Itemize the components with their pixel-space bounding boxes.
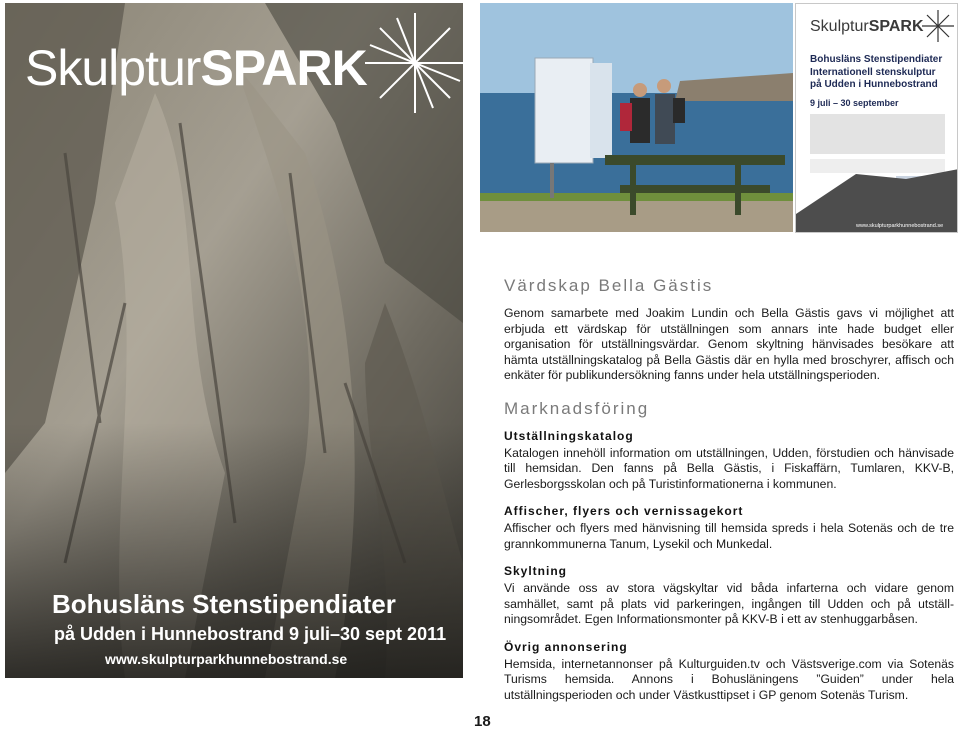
flyer-graphics <box>796 4 958 233</box>
subheading-katalog: Utställningskatalog <box>504 428 634 443</box>
flyer-star-icon <box>922 10 954 42</box>
poster-url: www.skulpturparkhunnebostrand.se <box>105 651 348 667</box>
poster-subtitle: på Udden i Hunnebostrand 9 juli–30 sept 2011 <box>54 624 447 644</box>
poster-logo: SkulpturSPARK <box>25 40 367 96</box>
paragraph-vardskap: Genom samarbete med Joakim Lundin och Bella Gästis gavs vi möjlighet att erbjuda ett värdskap för utställningen som annars inte hade budget eller organisation för utställningsvärdar. Genom skyltning hänvisades besökare att hämta utställningskatalog på Bella Gästis där en hylla med broschyrer, affisch och enkäter för publikundersökning fanns under hela utställningsperioden. <box>504 306 954 382</box>
flyer-dates: 9 juli – 30 september <box>810 98 899 108</box>
flyer-title: Bohusläns Stenstipendiater Internationell stenskulptur på Udden i Hunnebostrand <box>810 54 943 90</box>
heading-marknadsforing: Marknadsföring <box>504 398 650 418</box>
paragraph-affischer: Affischer och flyers med hänvisning till hemsida spreds i hela Sotenäs och de tre grannkommunerna Tanum, Lysekil och Munkedal. <box>504 521 954 551</box>
main-text <box>504 276 954 703</box>
page-number: 18 <box>474 713 491 730</box>
paragraph-skyltning: Vi använde oss av stora vägskyltar vid båda infarterna och vidare genom samhället, samt på plats vid parkeringen, ingången till Udden och på utställ-ningsområdet. Egen Informationsmonter på KKV-B i ett av stenhuggarbåsen. <box>504 581 954 626</box>
flyer-image <box>795 3 958 233</box>
rock-illustration <box>5 3 463 678</box>
subheading-skyltning: Skyltning <box>504 564 568 578</box>
subheading-affischer: Affischer, flyers och vernissagekort <box>504 504 744 518</box>
paragraph-annonsering: Hemsida, internetannonser på Kulturguiden.tv och Västsverige.com via Sotenäs Turisms hemsida. Annons i Bohusläningens ”Guiden” under hela utställningsperioden och under Västkusttipset i GP genom Sotenäs Turism. <box>504 656 954 702</box>
poster-image <box>5 3 463 678</box>
heading-vardskap: Värdskap Bella Gästis <box>504 276 714 295</box>
subheading-annonsering: Övrig annonsering <box>504 639 628 654</box>
poster-title: Bohusläns Stenstipendiater <box>52 589 396 619</box>
flyer-url: www.skulpturparkhunnebostrand.se <box>856 223 944 229</box>
seaside-photo <box>480 3 793 232</box>
flyer-logo: SkulpturSPARK <box>810 18 924 35</box>
paragraph-katalog: Katalogen innehöll information om utställningen, Udden, förstudien och hänvisade till hemsidan. Den fanns på Bella Gästis, i Fiskaffärn, Tumlaren, KKV-B, Gerlesborgsskolan och på Turistinformationerna i kommunen. <box>504 445 954 491</box>
